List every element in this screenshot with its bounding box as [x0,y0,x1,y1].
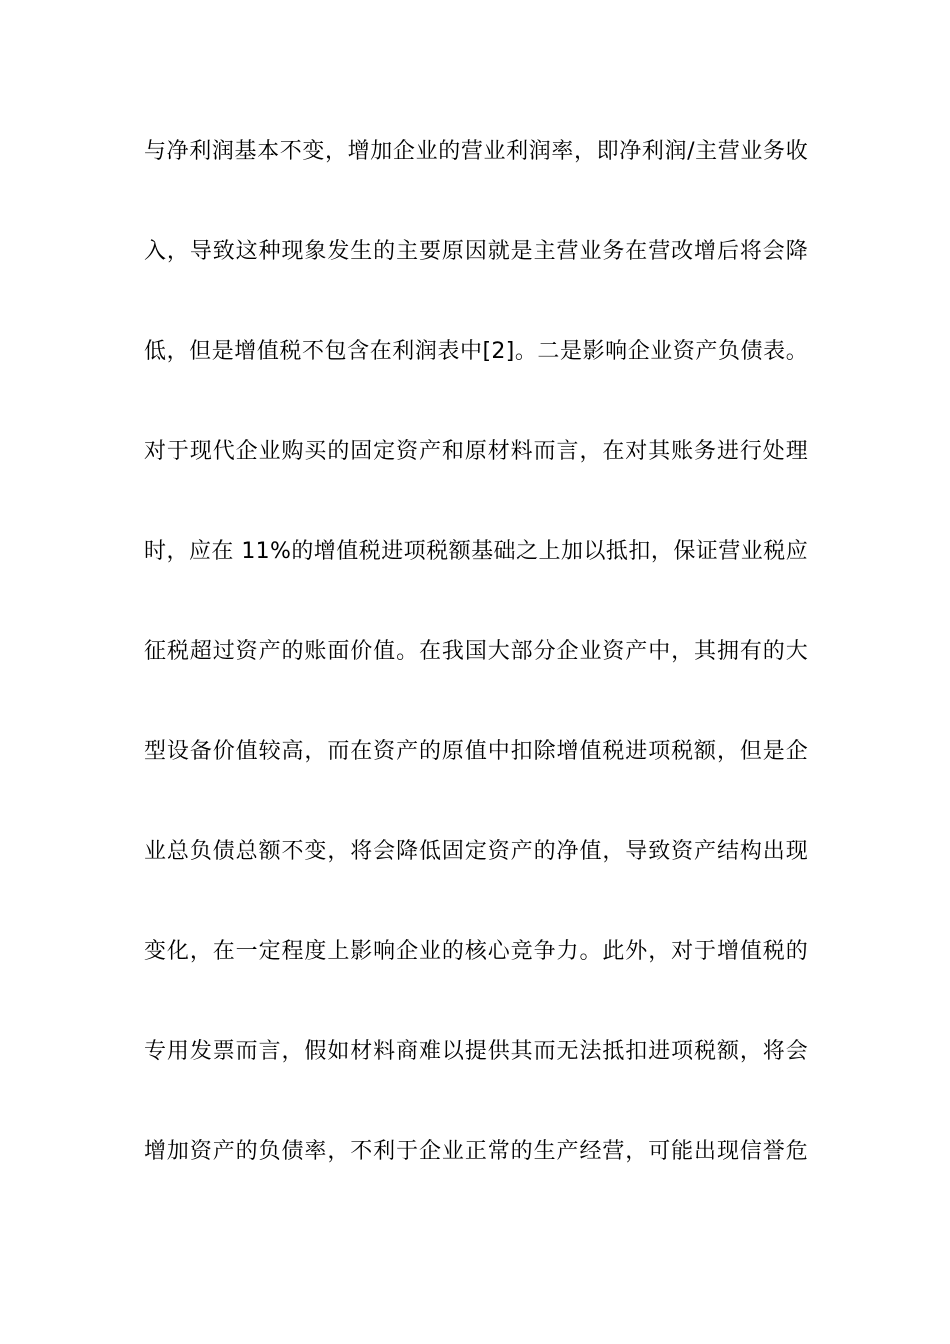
text-line: 征税超过资产的账面价值。在我国大部分企业资产中，其拥有的大 [144,639,808,664]
text-line: 低，但是增值税不包含在利润表中[2]。二是影响企业资产负债表。 [144,339,808,364]
text-line: 时，应在 11%的增值税进项税额基础之上加以抵扣，保证营业税应 [144,539,808,564]
text-line: 与净利润基本不变，增加企业的营业利润率，即净利润/主营业务收 [144,139,808,164]
text-line: 入，导致这种现象发生的主要原因就是主营业务在营改增后将会降 [144,239,808,264]
text-line: 对于现代企业购买的固定资产和原材料而言，在对其账务进行处理 [144,439,808,464]
text-line: 业总负债总额不变，将会降低固定资产的净值，导致资产结构出现 [144,839,808,864]
text-line: 专用发票而言，假如材料商难以提供其而无法抵扣进项税额，将会 [144,1039,808,1064]
text-line: 增加资产的负债率，不利于企业正常的生产经营，可能出现信誉危 [144,1139,808,1164]
body-text [144,132,808,1232]
text-line: 型设备价值较高，而在资产的原值中扣除增值税进项税额，但是企 [144,739,808,764]
text-line: 变化，在一定程度上影响企业的核心竞争力。此外，对于增值税的 [144,939,808,964]
